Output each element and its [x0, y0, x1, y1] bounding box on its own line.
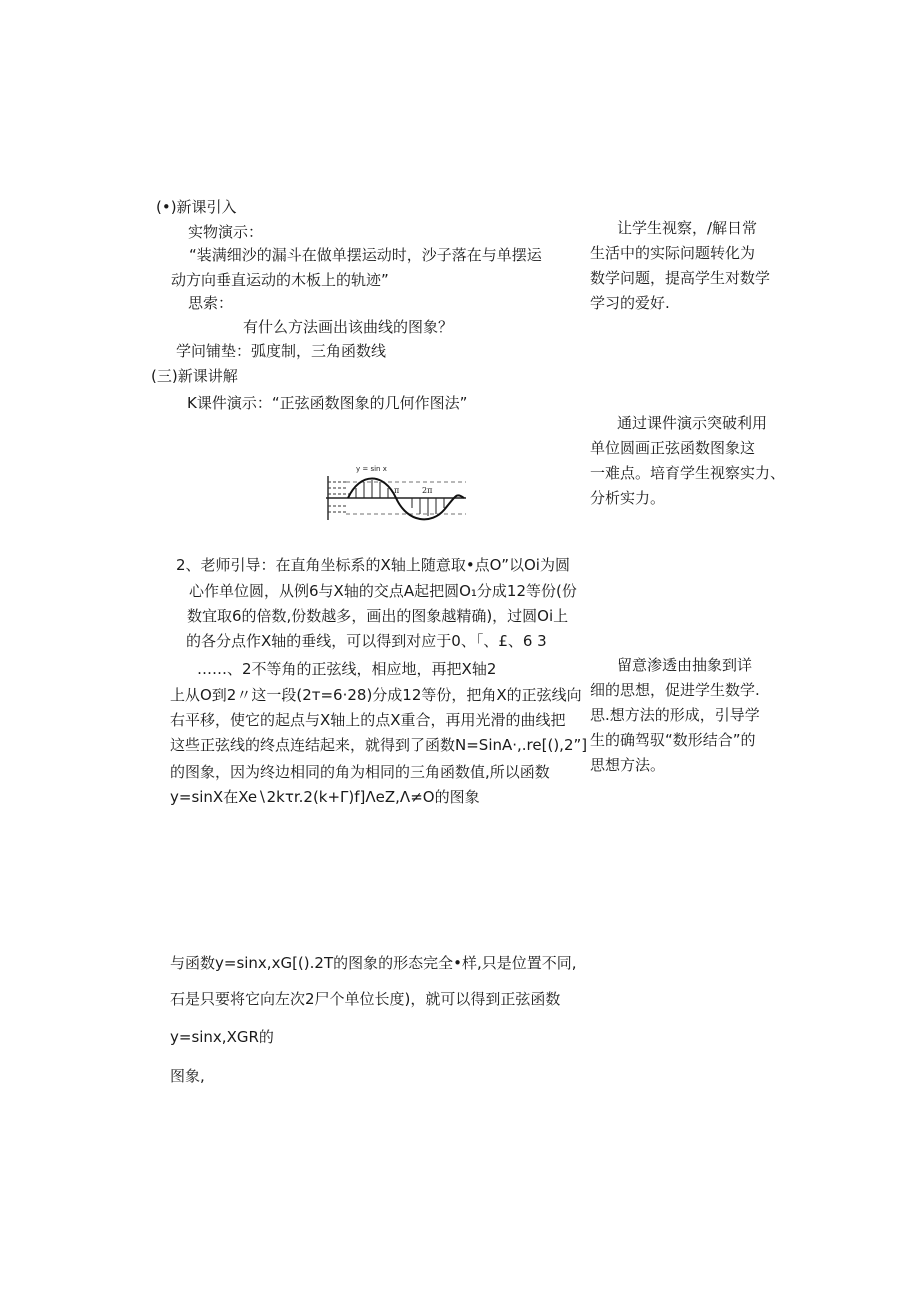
- quote-line-2: 动方向垂直运动的木板上的轨迹”: [171, 271, 389, 289]
- sine-graph-figure: [326, 462, 472, 532]
- paragraph2-line3: 数宜取6的倍数,份数越多，画出的图象越精确)，过圆Oi上: [187, 607, 569, 625]
- paragraph2-line7: 右平移，使它的起点与X轴上的点X重合，再用光滑的曲线把: [170, 711, 566, 729]
- side-note-2-line-4: 分析实力。: [590, 489, 666, 507]
- side-note-1-line-1: 让学生视察，/解日常: [617, 219, 758, 237]
- paragraph2-line2: 心作单位圆，从例6与X轴的交点A起把圆O₁分成12等份(份: [189, 582, 577, 600]
- section-heading-lecture: (三)新课讲解: [151, 367, 238, 385]
- paragraph3-line4: 图象,: [170, 1067, 205, 1085]
- side-note-1-line-2: 生活中的实际问题转化为: [590, 244, 756, 262]
- side-note-3-line-2: 细的思想，促进学生数学.: [590, 681, 760, 699]
- side-note-2: [590, 411, 785, 511]
- side-note-1: [590, 216, 770, 316]
- courseware-demo: K课件演示：“正弦函数图象的几何作图法”: [187, 394, 468, 412]
- figure-pi-label: π: [394, 486, 400, 495]
- paragraph3-line3: y=sinx,XGR的: [170, 1028, 274, 1046]
- side-note-3-line-3: 思.想方法的形成，引导学: [590, 706, 760, 724]
- demo-label: 实物演示：: [188, 223, 264, 241]
- paragraph2-line6: 上从O到2〃这一段(2т=6·28)分成12等份，把角X的正弦线向: [170, 686, 582, 704]
- think-label: 思索：: [188, 294, 234, 312]
- figure-function-label: y = sin x: [356, 465, 387, 473]
- side-note-3-line-4: 生的确驾驭“数形结合”的: [590, 731, 756, 749]
- paragraph2-line1: 2、老师引导：在直角坐标系的X轴上随意取•点O”以Oi为圆: [176, 556, 570, 574]
- side-note-2-line-3: 一难点。培育学生视察实力、: [590, 464, 786, 482]
- paragraph2-line5: ……、2不等角的正弦线，相应地，再把X轴2: [197, 660, 497, 678]
- side-note-1-line-4: 学习的爱好.: [590, 294, 670, 312]
- paragraph2-line4: 的各分点作X轴的垂线，可以得到对应于0、「、£、6 3: [186, 632, 547, 650]
- side-note-3-line-1: 留意渗透由抽象到详: [617, 656, 753, 674]
- side-note-2-line-1: 通过课件演示突破利用: [617, 414, 768, 432]
- side-note-1-line-3: 数学问题，提高学生对数学: [590, 269, 771, 287]
- knowledge-prep: 学问铺垫：弧度制，三角函数线: [176, 342, 387, 360]
- paragraph2-line10: y=sinX在Xe∖2kτr.2(k+Γ)f]ΛeZ,Λ≠O的图象: [170, 788, 480, 806]
- section-heading-intro: (•)新课引入: [156, 198, 237, 216]
- question-text: 有什么方法画出该曲线的图象？: [243, 318, 454, 336]
- quote-line-1: “装满细沙的漏斗在做单摆运动时，沙子落在与单摆运: [189, 246, 542, 264]
- side-note-3: [590, 653, 760, 778]
- paragraph2-line9: 的图象，因为终边相同的角为相同的三角函数值,所以函数: [170, 763, 550, 781]
- paragraph2-line8: 这些正弦线的终点连结起来，就得到了函数N=SinA·,.re[(),2”]: [170, 736, 588, 754]
- paragraph3-line1: 与函数y=sinx,xG[().2T的图象的形态完全•样,只是位置不同,: [170, 954, 577, 972]
- side-note-2-line-2: 单位圆画正弦函数图象这: [590, 439, 756, 457]
- paragraph3-line2: 石是只要将它向左次2尸个单位长度)，就可以得到正弦函数: [170, 990, 561, 1008]
- side-note-3-line-5: 思想方法。: [590, 756, 666, 774]
- figure-two-pi-label: 2π: [422, 486, 433, 495]
